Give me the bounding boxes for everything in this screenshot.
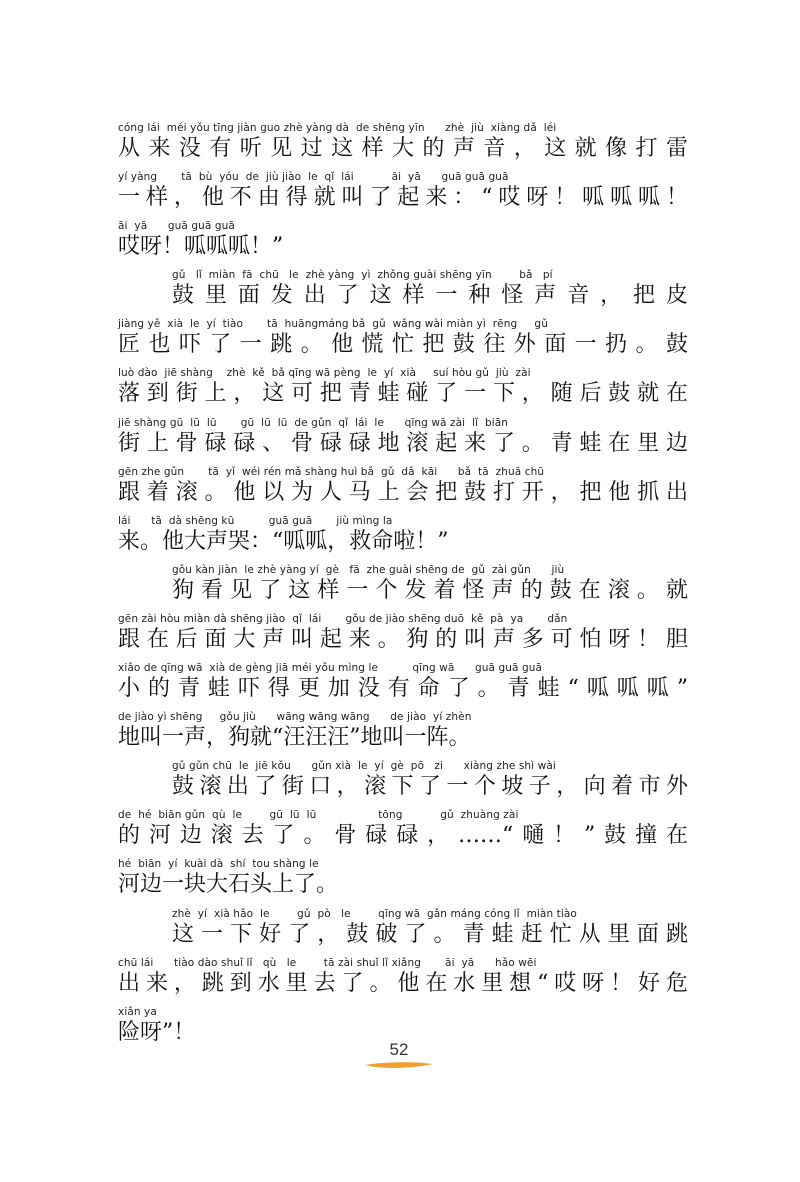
- pinyin-annotation: gēn zhe gǔn tā yǐ wéi rén mǎ shàng huì bǎ gǔ dǎ kāi bǎ tā zhuā chū: [118, 465, 545, 478]
- pinyin-annotation: gēn zài hòu miàn dà shēng jiào qǐ lái gǒu de jiào shēng duō kě pà ya dǎn: [118, 612, 568, 625]
- pinyin-annotation: cóng lái méi yǒu tīng jiàn guo zhè yàng dà de shēng yīn zhè jiù xiàng dǎ léi: [118, 122, 557, 134]
- text-line: [118, 805, 688, 854]
- page-number: 52: [389, 1040, 409, 1059]
- pinyin-annotation: zhè yí xià hǎo le gǔ pò le qīng wā gǎn máng cóng lǐ miàn tiào: [172, 907, 577, 920]
- text-line: [118, 511, 688, 560]
- text-line: [118, 658, 688, 707]
- pinyin-annotation: jiàng yě xià le yí tiào tā huāngmáng bǎ gǔ wǎng wài miàn yì rēng gǔ: [118, 318, 548, 331]
- pinyin-annotation: gǒu kàn jiàn le zhè yàng yí gè fā zhe guài shēng de gǔ zài gǔn jiù: [172, 563, 565, 576]
- chinese-text: 鼓滚出了街口，滚下了一个坡子，向着市外: [172, 774, 688, 800]
- chinese-text: 跟在后面大声叫起来。狗的叫声多可怕呀！胆: [118, 626, 688, 652]
- pinyin-annotation: xiǎo de qīng wā xià de gèng jiā méi yǒu mìng le qīng wā guā guā guā: [118, 662, 543, 675]
- chinese-text: 河边一块大石头上了。: [118, 872, 339, 898]
- pinyin-annotation: hé biān yí kuài dà shí tou shàng le: [118, 858, 319, 871]
- chinese-text: 狗看见了这样一个发着怪声的鼓在滚。就: [172, 577, 688, 603]
- chinese-text: 匠也吓了一跳。他慌忙把鼓往外面一扔。鼓: [118, 332, 688, 358]
- chinese-text: 出来，跳到水里去了。他在水里想“哎呀！好危: [118, 970, 688, 996]
- chinese-text: 险呀”！: [118, 1019, 196, 1045]
- text-line: [118, 953, 688, 1002]
- chinese-text: 这一下好了，鼓破了。青蛙赶忙从里面跳: [172, 921, 688, 947]
- chinese-text: 地叫一声，狗就“汪汪汪”地叫一阵。: [118, 725, 471, 751]
- paragraph-first-line: [118, 265, 688, 314]
- paragraph-first-line: [118, 904, 688, 953]
- text-line: [118, 167, 688, 216]
- pinyin-annotation: luò dào jiē shàng zhè kě bǎ qīng wā pèng le yí xià suí hòu gǔ jiù zài: [118, 367, 531, 380]
- pinyin-annotation: xiǎn ya: [118, 1005, 157, 1018]
- chinese-text: 从来没有听见过这样大的声音，这就像打雷: [118, 136, 688, 161]
- pinyin-annotation: lái tā dà shēng kū guā guā jiù mìng la: [118, 514, 393, 527]
- text-line: [118, 609, 688, 658]
- chinese-text: 小的青蛙吓得更加没有命了。青蛙“呱呱呱”: [118, 676, 688, 702]
- text-line: [118, 707, 688, 756]
- text-line: [118, 314, 688, 363]
- chinese-text: 哎呀！呱呱呱！”: [118, 234, 284, 260]
- chinese-text: 一样，他不由得就叫了起来：“哎呀！呱呱呱！: [118, 185, 688, 211]
- chinese-text: 的河边滚去了。骨碌碌，……“嗵！”鼓撞在: [118, 823, 688, 849]
- pinyin-annotation: jiē shàng gū lū lū gū lū lū de gǔn qǐ lái le qīng wā zài lǐ biān: [118, 416, 509, 429]
- text-line: [118, 462, 688, 511]
- chinese-text: 街上骨碌碌、骨碌碌地滚起来了。青蛙在里边: [118, 430, 688, 456]
- paragraph-first-line: [118, 560, 688, 609]
- pinyin-annotation: de hé biān gǔn qù le gū lū lū tōng gǔ zhuàng zài: [118, 809, 519, 822]
- story-text: [118, 118, 688, 1051]
- chinese-text: 来。他大声哭：“呱呱，救命啦！”: [118, 528, 449, 554]
- pinyin-annotation: gǔ gǔn chū le jiē kǒu gǔn xià le yí gè pō zi xiàng zhe shì wài: [172, 760, 556, 773]
- pinyin-annotation: chū lái tiào dào shuǐ lǐ qù le tā zài shuǐ lǐ xiǎng āi yā hǎo wēi: [118, 956, 537, 969]
- pinyin-annotation: de jiào yì shēng gǒu jiù wāng wāng wāng de jiào yí zhèn: [118, 711, 472, 724]
- chinese-text: 跟着滚。他以为人马上会把鼓打开，把他抓出: [118, 479, 688, 505]
- text-line: [118, 854, 688, 903]
- text-line: [118, 363, 688, 412]
- text-line: [118, 413, 688, 462]
- page-number-underline: [363, 1059, 435, 1073]
- chinese-text: 鼓里面发出了这样一种怪声音，把皮: [172, 283, 688, 309]
- text-line: [118, 216, 688, 265]
- pinyin-annotation: āi yā guā guā guā: [118, 220, 235, 233]
- chinese-text: 落到街上，这可把青蛙碰了一下，随后鼓就在: [118, 381, 688, 407]
- paragraph-first-line: [118, 756, 688, 805]
- text-line: [118, 118, 688, 167]
- pinyin-annotation: gǔ lǐ miàn fā chū le zhè yàng yì zhǒng guài shēng yīn bǎ pí: [172, 269, 553, 282]
- pinyin-annotation: yí yàng tā bù yóu de jiù jiào le qǐ lái āi yā guā guā guā: [118, 171, 509, 184]
